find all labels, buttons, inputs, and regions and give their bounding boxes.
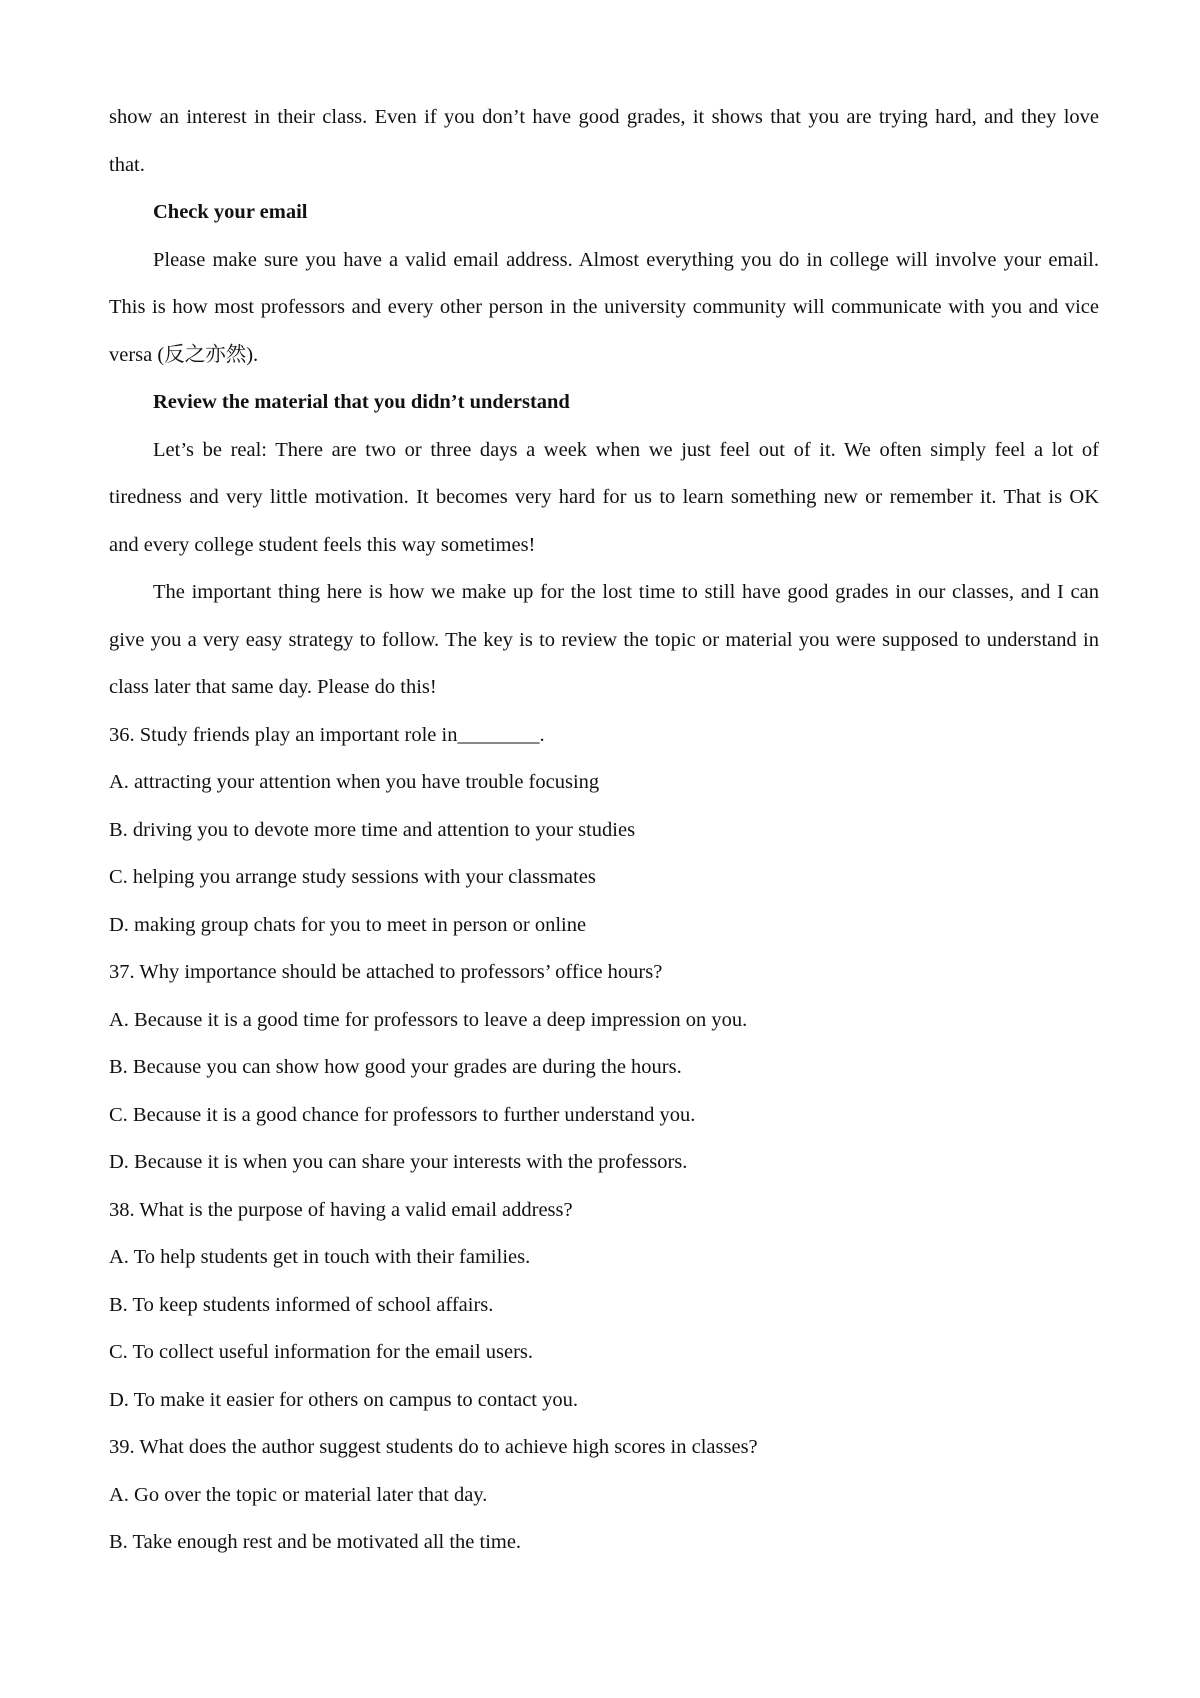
question-stem: 38. What is the purpose of having a valid email address? [109, 1198, 573, 1221]
answer-option: B. Take enough rest and be motivated all the time. [109, 1531, 522, 1553]
answer-option: C. Because it is a good chance for professors to further understand you. [109, 1103, 696, 1126]
passage-line: The important thing here is how we make up for the lost time to still have good grades in our classes, and I can [153, 581, 1099, 603]
question-stem: 37. Why importance should be attached to professors’ office hours? [109, 961, 663, 983]
answer-option: D. Because it is when you can share your interests with the professors. [109, 1151, 688, 1173]
answer-option: A. Go over the topic or material later that day. [109, 1483, 488, 1506]
passage-line: show an interest in their class. Even if you don’t have good grades, it shows that you are trying hard, and they love [109, 106, 1099, 128]
section-heading-review: Review the material that you didn’t understand [153, 391, 570, 413]
passage-line: give you a very easy strategy to follow. The key is to review the topic or material you were supposed to understand in [109, 628, 1099, 651]
passage-line: Please make sure you have a valid email address. Almost everything you do in college will involve your email. [153, 248, 1099, 271]
passage-line: tiredness and very little motivation. It becomes very hard for us to learn something new or remember it. That is OK [109, 486, 1099, 508]
question-stem: 36. Study friends play an important role in________. [109, 723, 545, 746]
answer-option: A. Because it is a good time for professors to leave a deep impression on you. [109, 1008, 748, 1031]
question-stem: 39. What does the author suggest students do to achieve high scores in classes? [109, 1436, 758, 1458]
passage-line: versa (反之亦然). [109, 343, 259, 366]
answer-option: B. Because you can show how good your grades are during the hours. [109, 1056, 682, 1078]
answer-option: B. driving you to devote more time and attention to your studies [109, 818, 636, 841]
passage-line: class later that same day. Please do this! [109, 676, 437, 698]
answer-option: A. attracting your attention when you have trouble focusing [109, 771, 600, 793]
passage-line: Let’s be real: There are two or three days a week when we just feel out of it. We often simply feel a lot of [153, 438, 1099, 461]
answer-option: C. helping you arrange study sessions with your classmates [109, 866, 596, 888]
section-heading-email: Check your email [153, 201, 308, 223]
passage-line: that. [109, 153, 145, 176]
answer-option: A. To help students get in touch with their families. [109, 1246, 531, 1268]
answer-option: C. To collect useful information for the email users. [109, 1341, 534, 1363]
answer-option: B. To keep students informed of school affairs. [109, 1293, 494, 1316]
answer-option: D. making group chats for you to meet in person or online [109, 913, 587, 936]
passage-line: This is how most professors and every other person in the university community will communicate with you and vice [109, 296, 1099, 318]
document-page [109, 94, 1099, 1567]
passage-line: and every college student feels this way sometimes! [109, 533, 536, 556]
answer-option: D. To make it easier for others on campus to contact you. [109, 1388, 578, 1411]
